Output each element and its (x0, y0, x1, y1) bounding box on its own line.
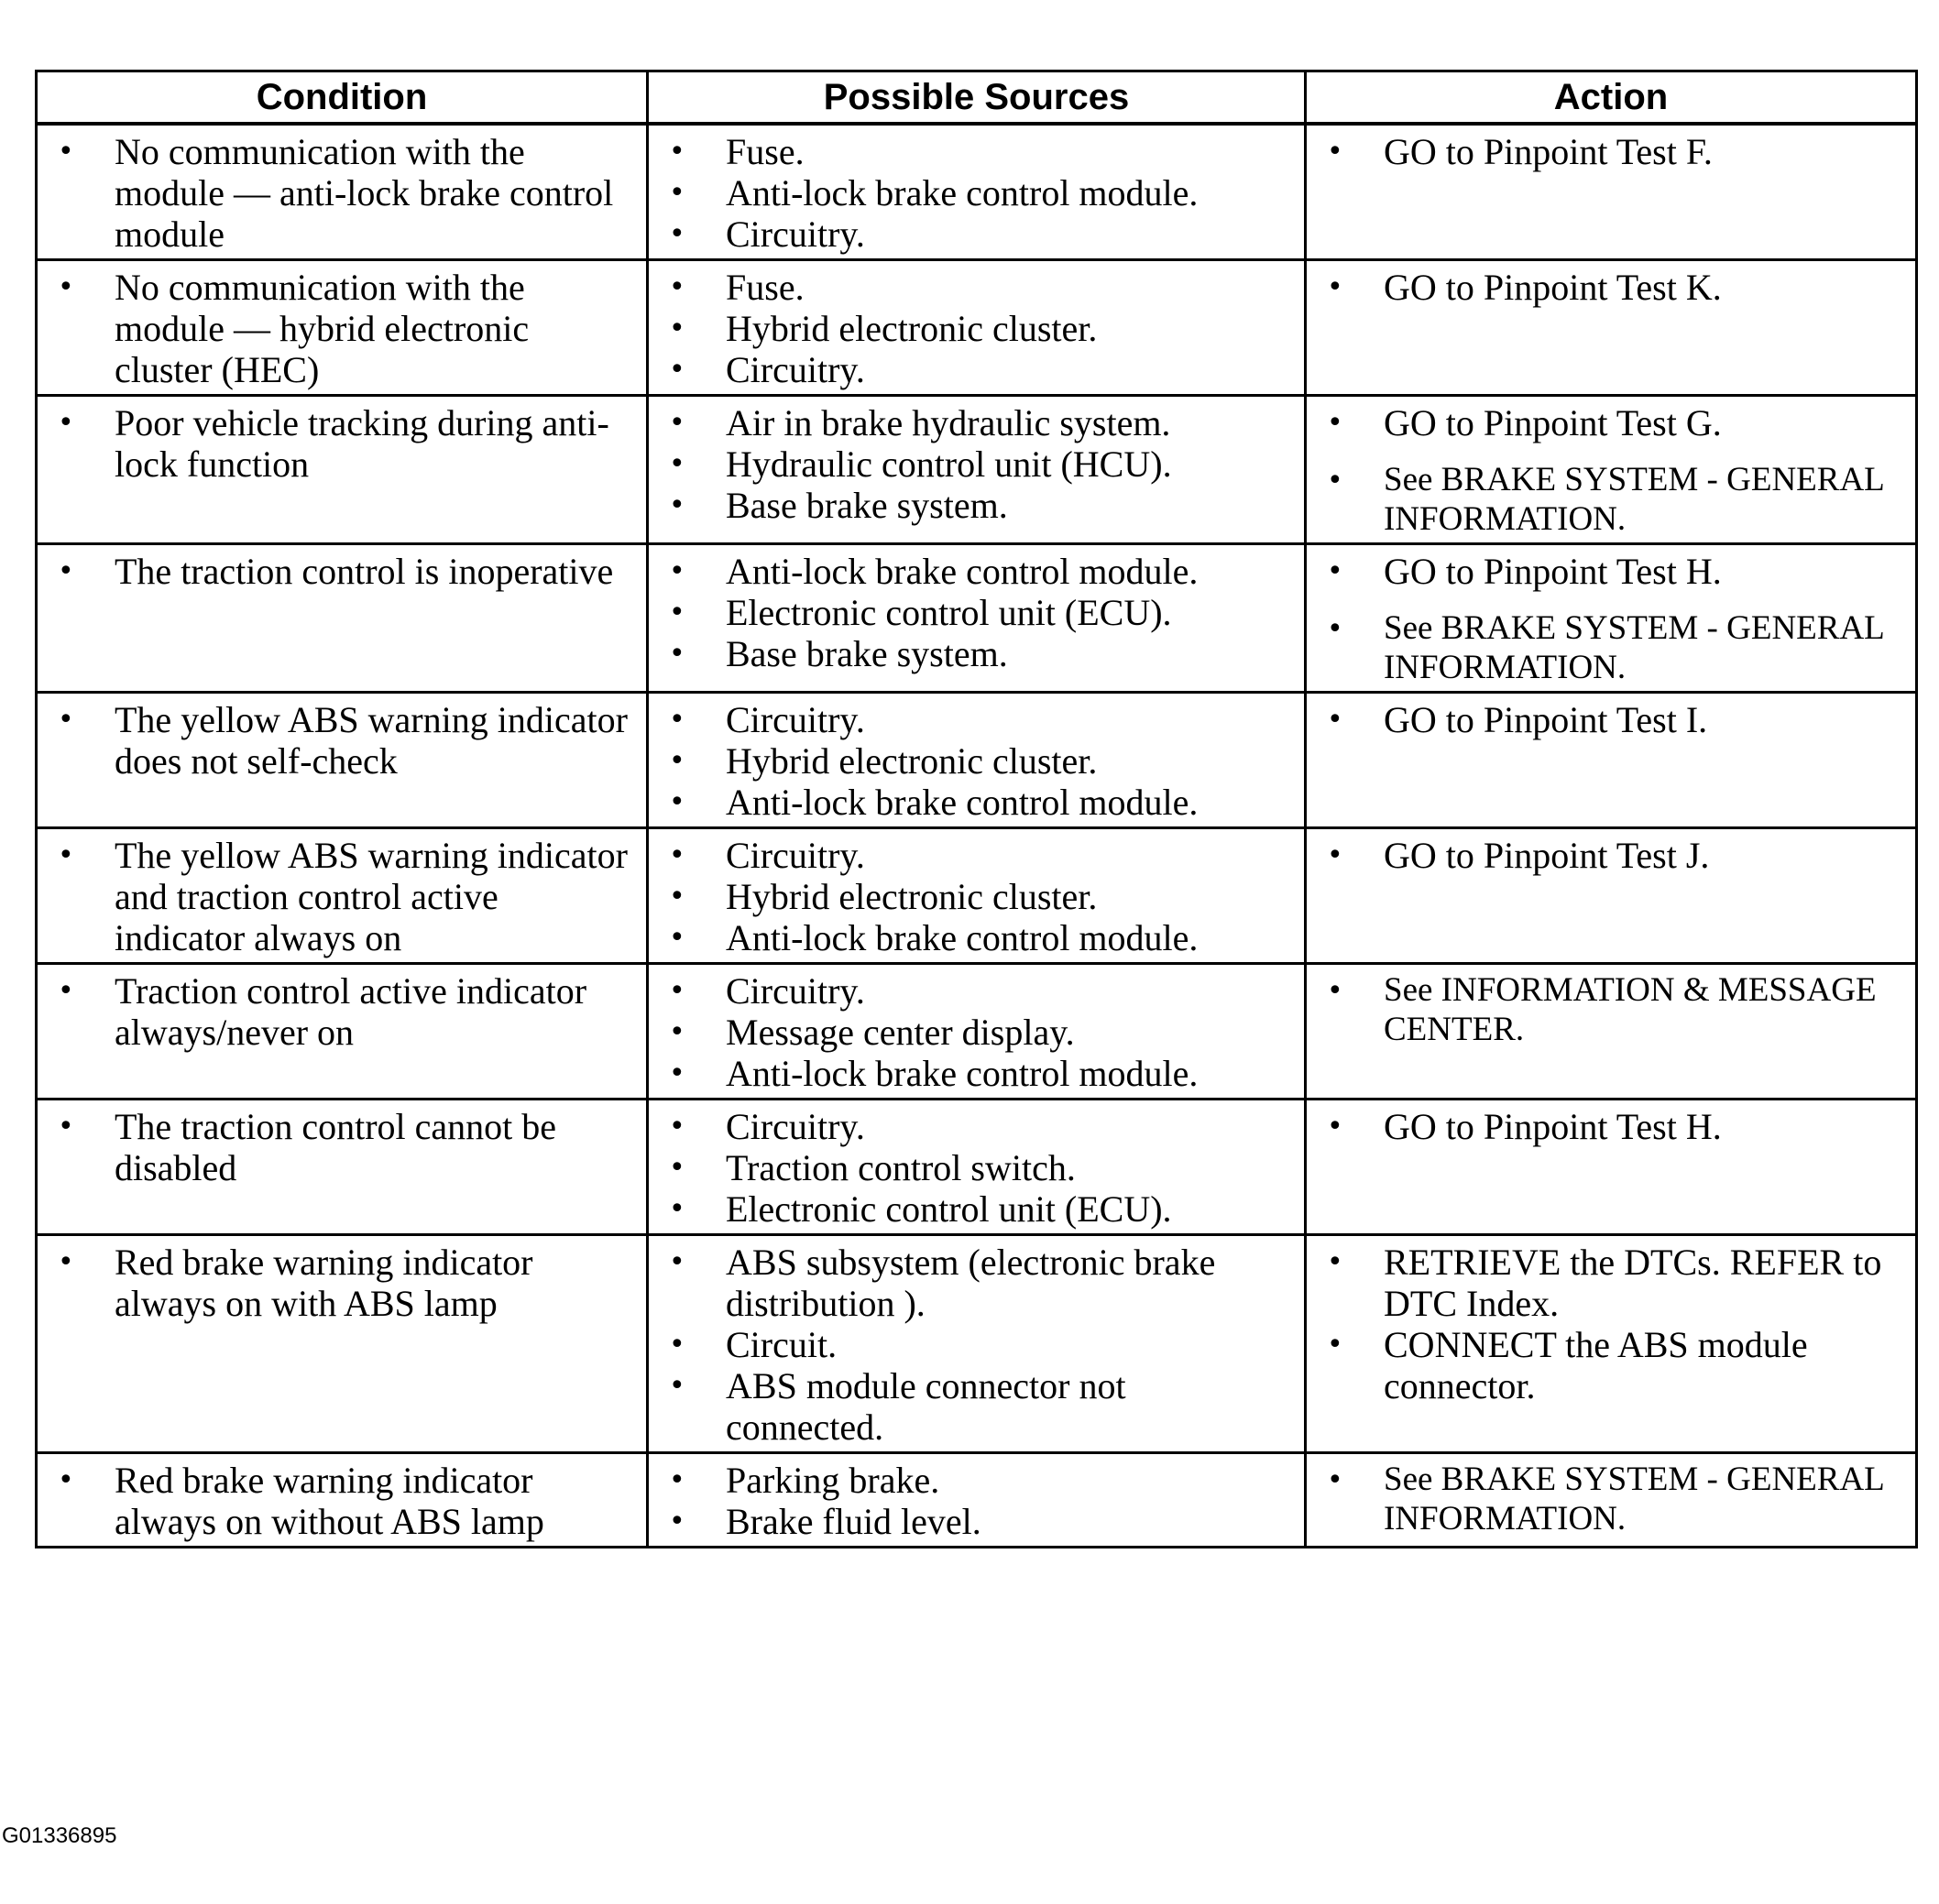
column-header-possible-sources: Possible Sources (648, 71, 1306, 125)
item-text: GO to Pinpoint Test H. (1384, 551, 1722, 592)
bullet-icon: • (669, 1016, 685, 1048)
condition-cell (37, 964, 648, 1100)
possible-sources-cell (648, 1100, 1306, 1235)
bullet-icon: • (669, 596, 685, 629)
item-text: Electronic control unit (ECU). (726, 592, 1172, 633)
item-text: The yellow ABS warning indicator and traction control active indicator always on (115, 835, 628, 958)
bullet-icon: • (669, 555, 685, 587)
list-item (1320, 460, 1902, 539)
table-row (37, 544, 1917, 693)
list-item (662, 699, 1291, 740)
diagnostic-table (35, 70, 1918, 1548)
item-text: Anti-lock brake control module. (726, 917, 1199, 958)
condition-list (50, 835, 633, 958)
list-item (50, 131, 633, 255)
bullet-icon: • (669, 407, 685, 439)
bullet-icon: • (669, 1505, 685, 1537)
list-item (662, 485, 1291, 526)
possible-sources-cell (648, 544, 1306, 693)
bullet-icon: • (669, 1193, 685, 1225)
condition-cell (37, 124, 648, 260)
item-text: No communication with the module — anti-lock brake control module (115, 131, 614, 255)
item-text: Circuitry. (726, 349, 865, 390)
table-row (37, 964, 1917, 1100)
bullet-icon: • (669, 1464, 685, 1496)
action-list (1320, 551, 1902, 687)
possible-sources-cell (648, 1453, 1306, 1548)
bullet-icon: • (669, 271, 685, 303)
list-item (1320, 608, 1902, 687)
item-text: ABS module connector not connected. (726, 1365, 1126, 1448)
list-item (662, 1460, 1291, 1501)
list-item (50, 551, 633, 592)
possible-sources-cell (648, 964, 1306, 1100)
possible-sources-cell (648, 828, 1306, 964)
condition-list (50, 551, 633, 592)
column-header-action: Action (1306, 71, 1917, 125)
item-text: See BRAKE SYSTEM - GENERAL INFORMATION. (1384, 609, 1884, 686)
action-list (1320, 1460, 1902, 1538)
item-text: CONNECT the ABS module connector. (1384, 1324, 1808, 1406)
table-row (37, 1235, 1917, 1453)
bullet-icon: • (669, 1152, 685, 1184)
action-cell (1306, 964, 1917, 1100)
list-item (662, 1053, 1291, 1094)
condition-cell (37, 396, 648, 544)
item-text: Anti-lock brake control module. (726, 172, 1199, 213)
bullet-icon: • (1327, 555, 1343, 587)
bullet-icon: • (669, 1057, 685, 1089)
action-cell (1306, 693, 1917, 828)
list-item (1320, 402, 1902, 443)
sources-list (662, 970, 1291, 1094)
list-item (662, 1501, 1291, 1542)
bullet-icon: • (1327, 613, 1343, 645)
item-text: The yellow ABS warning indicator does not self-check (115, 699, 628, 782)
action-cell (1306, 1453, 1917, 1548)
item-text: See INFORMATION & MESSAGE CENTER. (1384, 971, 1877, 1048)
bullet-icon: • (669, 218, 685, 250)
bullet-icon: • (1327, 704, 1343, 736)
list-item (1320, 835, 1902, 876)
item-text: Circuitry. (726, 970, 865, 1012)
action-cell (1306, 828, 1917, 964)
bullet-icon: • (669, 448, 685, 480)
list-item (662, 633, 1291, 674)
table-row (37, 260, 1917, 396)
condition-cell (37, 260, 648, 396)
item-text: Red brake warning indicator always on without ABS lamp (115, 1460, 544, 1542)
list-item (662, 970, 1291, 1012)
possible-sources-cell (648, 693, 1306, 828)
figure-id: G01336895 (2, 1823, 117, 1848)
list-item (50, 699, 633, 782)
action-cell (1306, 396, 1917, 544)
list-item (1320, 699, 1902, 740)
list-item (662, 213, 1291, 255)
bullet-icon: • (669, 1246, 685, 1278)
item-text: Circuitry. (726, 699, 865, 740)
bullet-icon: • (669, 881, 685, 913)
bullet-icon: • (669, 1111, 685, 1143)
item-text: The traction control cannot be disabled (115, 1106, 557, 1188)
item-text: GO to Pinpoint Test G. (1384, 402, 1722, 443)
list-item (1320, 970, 1902, 1049)
action-list (1320, 699, 1902, 740)
sources-list (662, 131, 1291, 255)
list-item (662, 1188, 1291, 1230)
item-text: GO to Pinpoint Test H. (1384, 1106, 1722, 1147)
bullet-icon: • (669, 975, 685, 1007)
list-item (662, 267, 1291, 308)
list-item (1320, 131, 1902, 172)
bullet-icon: • (58, 839, 74, 871)
item-text: Base brake system. (726, 633, 1008, 674)
item-text: RETRIEVE the DTCs. REFER to DTC Index. (1384, 1242, 1882, 1324)
list-item (662, 782, 1291, 823)
action-list (1320, 131, 1902, 172)
action-list (1320, 835, 1902, 876)
bullet-icon: • (669, 136, 685, 168)
list-item (662, 551, 1291, 592)
item-text: GO to Pinpoint Test I. (1384, 699, 1708, 740)
bullet-icon: • (1327, 465, 1343, 497)
item-text: Brake fluid level. (726, 1501, 981, 1542)
bullet-icon: • (1327, 1246, 1343, 1278)
item-text: Circuit. (726, 1324, 838, 1365)
action-cell (1306, 124, 1917, 260)
action-list (1320, 267, 1902, 308)
list-item (662, 1106, 1291, 1147)
sources-list (662, 267, 1291, 390)
condition-list (50, 402, 633, 485)
item-text: GO to Pinpoint Test J. (1384, 835, 1710, 876)
column-header-condition: Condition (37, 71, 648, 125)
bullet-icon: • (58, 1111, 74, 1143)
list-item (662, 1242, 1291, 1324)
list-item (662, 1012, 1291, 1053)
condition-cell (37, 1235, 648, 1453)
table-row (37, 1453, 1917, 1548)
bullet-icon: • (1327, 839, 1343, 871)
list-item (662, 876, 1291, 917)
item-text: Fuse. (726, 131, 805, 172)
list-item (662, 349, 1291, 390)
bullet-icon: • (1327, 1329, 1343, 1361)
list-item (662, 1324, 1291, 1365)
item-text: Circuitry. (726, 1106, 865, 1147)
table-row (37, 828, 1917, 964)
condition-list (50, 1242, 633, 1324)
table-row (37, 124, 1917, 260)
list-item (662, 1147, 1291, 1188)
table-header-row (37, 71, 1917, 125)
item-text: Hybrid electronic cluster. (726, 876, 1098, 917)
list-item (662, 835, 1291, 876)
item-text: Red brake warning indicator always on with ABS lamp (115, 1242, 533, 1324)
bullet-icon: • (669, 704, 685, 736)
list-item (1320, 551, 1902, 592)
item-text: Anti-lock brake control module. (726, 551, 1199, 592)
list-item (1320, 1106, 1902, 1147)
list-item (1320, 1460, 1902, 1538)
sources-list (662, 835, 1291, 958)
action-cell (1306, 1100, 1917, 1235)
list-item (662, 592, 1291, 633)
item-text: Circuitry. (726, 835, 865, 876)
table-row (37, 693, 1917, 828)
table-row (37, 1100, 1917, 1235)
bullet-icon: • (1327, 1111, 1343, 1143)
possible-sources-cell (648, 124, 1306, 260)
item-text: ABS subsystem (electronic brake distribution ). (726, 1242, 1216, 1324)
list-item (662, 443, 1291, 485)
list-item (50, 1106, 633, 1188)
list-item (50, 970, 633, 1053)
condition-list (50, 1106, 633, 1188)
item-text: Message center display. (726, 1012, 1075, 1053)
condition-list (50, 699, 633, 782)
condition-list (50, 131, 633, 255)
item-text: Electronic control unit (ECU). (726, 1188, 1172, 1230)
item-text: Parking brake. (726, 1460, 940, 1501)
item-text: GO to Pinpoint Test K. (1384, 267, 1722, 308)
condition-cell (37, 1100, 648, 1235)
sources-list (662, 402, 1291, 526)
list-item (662, 740, 1291, 782)
item-text: Anti-lock brake control module. (726, 782, 1199, 823)
condition-list (50, 970, 633, 1053)
bullet-icon: • (58, 136, 74, 168)
action-list (1320, 1242, 1902, 1406)
bullet-icon: • (58, 704, 74, 736)
list-item (1320, 267, 1902, 308)
item-text: Fuse. (726, 267, 805, 308)
item-text: No communication with the module — hybrid electronic cluster (HEC) (115, 267, 530, 390)
action-list (1320, 402, 1902, 539)
table-row (37, 396, 1917, 544)
list-item (662, 1365, 1291, 1448)
item-text: Base brake system. (726, 485, 1008, 526)
item-text: Traction control active indicator always/never on (115, 970, 587, 1053)
bullet-icon: • (58, 555, 74, 587)
item-text: Hydraulic control unit (HCU). (726, 443, 1172, 485)
item-text: See BRAKE SYSTEM - GENERAL INFORMATION. (1384, 461, 1884, 538)
bullet-icon: • (669, 745, 685, 777)
bullet-icon: • (1327, 271, 1343, 303)
possible-sources-cell (648, 396, 1306, 544)
condition-cell (37, 693, 648, 828)
item-text: Hybrid electronic cluster. (726, 308, 1098, 349)
list-item (50, 402, 633, 485)
possible-sources-cell (648, 1235, 1306, 1453)
item-text: The traction control is inoperative (115, 551, 614, 592)
item-text: Circuitry. (726, 213, 865, 255)
bullet-icon: • (58, 271, 74, 303)
bullet-icon: • (58, 1246, 74, 1278)
bullet-icon: • (669, 312, 685, 345)
possible-sources-cell (648, 260, 1306, 396)
bullet-icon: • (1327, 136, 1343, 168)
sources-list (662, 1242, 1291, 1448)
item-text: Anti-lock brake control module. (726, 1053, 1199, 1094)
bullet-icon: • (669, 1329, 685, 1361)
table-body (37, 124, 1917, 1548)
sources-list (662, 1106, 1291, 1230)
item-text: Poor vehicle tracking during anti-lock function (115, 402, 609, 485)
item-text: Air in brake hydraulic system. (726, 402, 1171, 443)
list-item (50, 1460, 633, 1542)
bullet-icon: • (669, 1370, 685, 1402)
list-item (50, 1242, 633, 1324)
item-text: Hybrid electronic cluster. (726, 740, 1098, 782)
condition-cell (37, 544, 648, 693)
condition-cell (37, 1453, 648, 1548)
list-item (662, 917, 1291, 958)
list-item (50, 267, 633, 390)
bullet-icon: • (58, 407, 74, 439)
sources-list (662, 699, 1291, 823)
condition-list (50, 267, 633, 390)
bullet-icon: • (669, 839, 685, 871)
bullet-icon: • (669, 354, 685, 386)
bullet-icon: • (1327, 975, 1343, 1007)
bullet-icon: • (669, 922, 685, 954)
bullet-icon: • (1327, 1464, 1343, 1496)
bullet-icon: • (1327, 407, 1343, 439)
action-cell (1306, 260, 1917, 396)
bullet-icon: • (669, 638, 685, 670)
list-item (662, 131, 1291, 172)
bullet-icon: • (669, 786, 685, 818)
list-item (1320, 1242, 1902, 1324)
list-item (662, 308, 1291, 349)
item-text: See BRAKE SYSTEM - GENERAL INFORMATION. (1384, 1461, 1884, 1537)
action-cell (1306, 544, 1917, 693)
list-item (662, 402, 1291, 443)
list-item (1320, 1324, 1902, 1406)
bullet-icon: • (669, 177, 685, 209)
bullet-icon: • (58, 975, 74, 1007)
action-list (1320, 970, 1902, 1049)
action-cell (1306, 1235, 1917, 1453)
item-text: GO to Pinpoint Test F. (1384, 131, 1713, 172)
sources-list (662, 551, 1291, 674)
item-text: Traction control switch. (726, 1147, 1076, 1188)
bullet-icon: • (669, 489, 685, 521)
condition-cell (37, 828, 648, 964)
sources-list (662, 1460, 1291, 1542)
condition-list (50, 1460, 633, 1542)
list-item (50, 835, 633, 958)
list-item (662, 172, 1291, 213)
bullet-icon: • (58, 1464, 74, 1496)
action-list (1320, 1106, 1902, 1147)
